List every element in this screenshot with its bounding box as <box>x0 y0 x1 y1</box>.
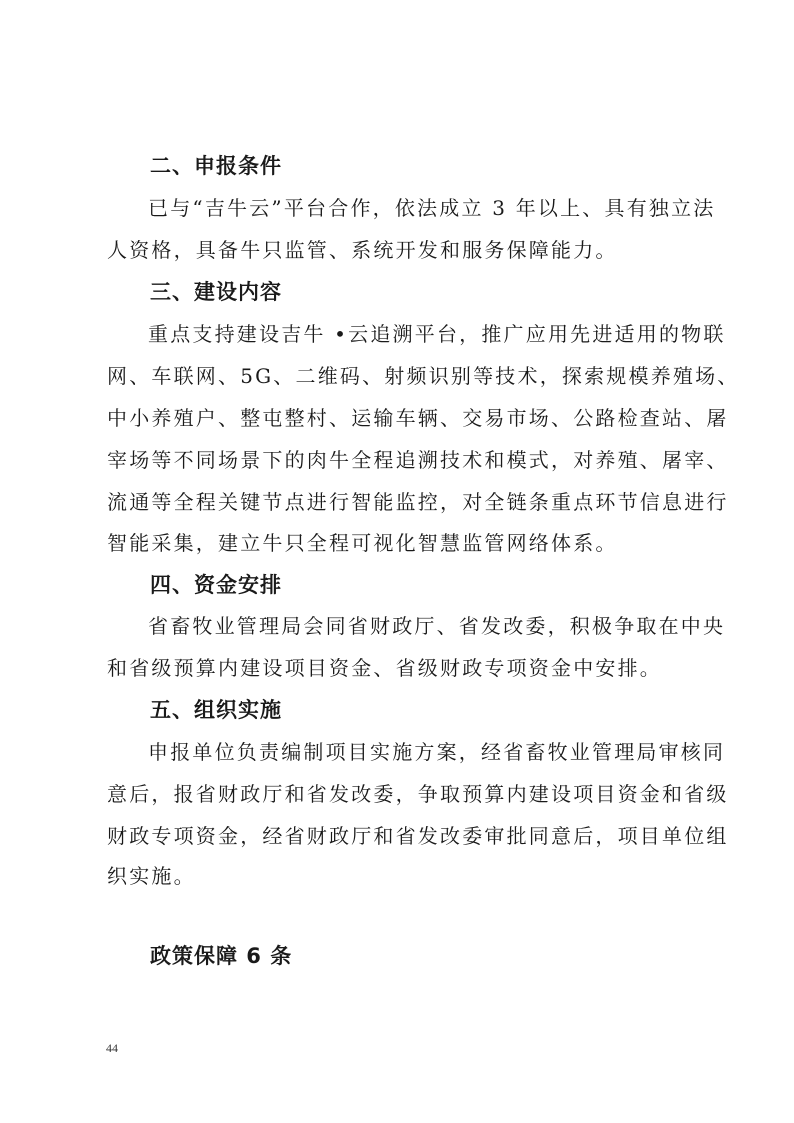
page-number: 44 <box>106 1041 118 1055</box>
paragraph-line: 省畜牧业管理局会同省财政厅、省发改委，积极争取在中央 <box>148 614 726 638</box>
paragraph-line: 网、车联网、5G、二维码、射频识别等技术，探索规模养殖场、 <box>107 364 740 388</box>
paragraph-line: 智能采集，建立牛只全程可视化智慧监管网络体系。 <box>107 531 618 555</box>
section-heading-funding: 四、资金安排 <box>150 573 282 597</box>
paragraph-line: 申报单位负责编制项目实施方案，经省畜牧业管理局审核同 <box>148 740 726 764</box>
paragraph-line: 财政专项资金，经省财政厅和省发改委审批同意后，项目单位组 <box>107 824 729 848</box>
paragraph-line: 织实施。 <box>107 864 196 888</box>
paragraph-line: 意后，报省财政厅和省发改委，争取预算内建设项目资金和省级 <box>107 782 729 806</box>
paragraph-line: 中小养殖户、整屯整村、运输车辆、交易市场、公路检查站、屠 <box>107 406 729 430</box>
paragraph-line: 人资格，具备牛只监管、系统开发和服务保障能力。 <box>107 238 618 262</box>
paragraph-line: 已与“吉牛云”平台合作，依法成立 3 年以上、具有独立法 <box>148 196 716 220</box>
section-heading-conditions: 二、申报条件 <box>150 154 282 178</box>
paragraph-line: 流通等全程关键节点进行智能监控，对全链条重点环节信息进行 <box>107 490 729 514</box>
section-title-policy: 政策保障 6 条 <box>150 944 293 968</box>
section-heading-implementation: 五、组织实施 <box>150 698 282 722</box>
paragraph-line: 宰场等不同场景下的肉牛全程追溯技术和模式，对养殖、屠宰、 <box>107 448 729 472</box>
section-heading-construction: 三、建设内容 <box>150 280 282 304</box>
paragraph-line: 重点支持建设吉牛 •云追溯平台，推广应用先进适用的物联 <box>148 322 726 346</box>
paragraph-line: 和省级预算内建设项目资金、省级财政专项资金中安排。 <box>107 656 662 680</box>
